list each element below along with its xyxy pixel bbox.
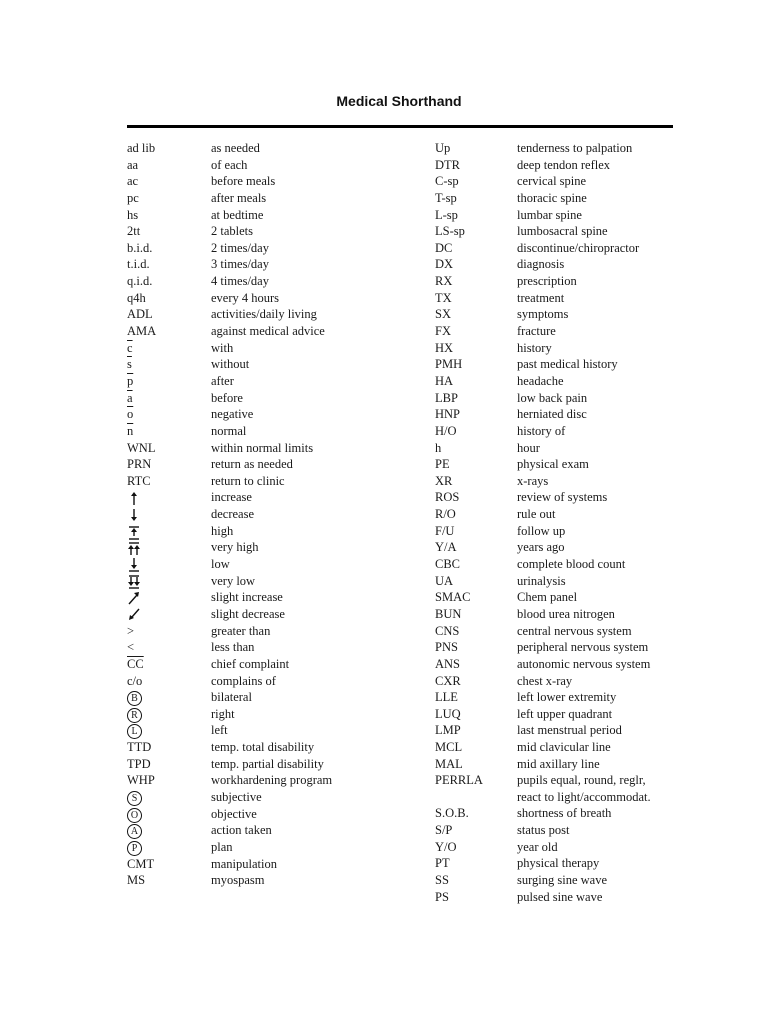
meaning-text: mid clavicular line — [517, 740, 611, 755]
meaning — [211, 223, 253, 240]
meaning — [517, 323, 556, 340]
abbreviation: C-sp — [435, 174, 459, 189]
meaning — [517, 756, 600, 773]
meaning — [517, 173, 586, 190]
abbreviation: $\overline{c}$ — [127, 340, 133, 355]
circled-abbreviation — [127, 789, 142, 806]
abbreviation: Up — [435, 141, 451, 155]
meaning-text: deep tendon reflex — [517, 157, 611, 172]
meaning-text: pupils equal, round, reglr, — [517, 773, 646, 788]
meaning-text: herniated disc — [517, 407, 587, 422]
abbreviation: Y/O — [435, 839, 457, 854]
abbreviation: PMH — [435, 357, 463, 372]
diagonal-down-arrow-icon — [127, 606, 141, 623]
meaning — [517, 722, 622, 739]
meaning-text: 2 tablets — [211, 224, 254, 239]
meaning — [211, 706, 235, 723]
circled-abbreviation — [127, 706, 142, 723]
meaning-text: symptoms — [517, 307, 569, 322]
down-arrow-underlined-icon — [127, 556, 141, 573]
meaning — [517, 589, 577, 606]
meaning — [517, 539, 565, 556]
meaning — [211, 190, 266, 207]
meaning — [517, 872, 607, 889]
meaning — [517, 140, 632, 157]
meaning-text: of each — [211, 157, 248, 172]
meaning — [517, 473, 548, 490]
double-down-arrow-icon — [127, 573, 141, 590]
meaning — [517, 822, 569, 839]
meaning — [517, 489, 607, 506]
meaning-text: pulsed sine wave — [517, 889, 603, 904]
abbreviation: TTD — [127, 740, 152, 755]
abbreviation: S.O.B. — [435, 806, 469, 821]
abbreviation: F/U — [435, 523, 455, 538]
meaning-text: bilateral — [211, 690, 252, 705]
double-up-arrow-icon — [127, 539, 141, 556]
meaning-text: manipulation — [211, 856, 277, 871]
meaning-text: decrease — [211, 507, 255, 522]
circle-letter: O — [127, 808, 142, 823]
meaning-text: history of — [517, 423, 566, 438]
meaning-text: with — [211, 340, 234, 355]
meaning — [211, 290, 279, 307]
diagonal-up-arrow-icon — [127, 589, 141, 606]
meaning-text: as needed — [211, 141, 260, 155]
meaning — [211, 523, 233, 540]
meaning — [211, 489, 252, 506]
meaning-text: less than — [211, 640, 255, 655]
abbreviation: PNS — [435, 640, 458, 655]
meaning — [211, 573, 255, 590]
meaning — [211, 756, 324, 773]
abbreviation: LBP — [435, 390, 458, 405]
abbreviation: < — [127, 640, 135, 655]
abbreviation: HA — [435, 373, 454, 388]
meaning — [211, 423, 246, 440]
meaning-text: discontinue/chiropractor — [517, 240, 640, 255]
abbreviation: $\overline{a}$ — [127, 390, 133, 405]
meaning — [211, 872, 264, 889]
meaning — [211, 406, 253, 423]
meaning — [211, 207, 263, 224]
meaning-text: physical therapy — [517, 856, 600, 871]
meaning — [517, 240, 639, 257]
meaning — [211, 856, 277, 873]
meaning-text: return as needed — [211, 457, 293, 472]
down-arrow-icon — [127, 506, 141, 523]
meaning — [211, 656, 289, 673]
meaning — [211, 539, 259, 556]
abbreviation: hs — [127, 207, 139, 222]
meaning — [211, 440, 313, 457]
circled-abbreviation — [127, 689, 142, 706]
meaning — [211, 739, 314, 756]
meaning — [517, 606, 615, 623]
meaning — [211, 323, 325, 340]
abbreviation: $\overline{o}$ — [127, 407, 134, 422]
meaning — [517, 639, 648, 656]
abbreviation: LS-sp — [435, 224, 465, 239]
abbreviation: ac — [127, 174, 139, 189]
abbreviation: pc — [127, 190, 139, 205]
abbreviation: MAL — [435, 756, 463, 771]
abbreviation: T-sp — [435, 190, 457, 205]
meaning-text: 2 times/day — [211, 240, 269, 255]
abbreviation: ANS — [435, 656, 461, 671]
abbreviation: ROS — [435, 490, 460, 505]
meaning — [517, 805, 611, 822]
abbreviation: c/o — [127, 673, 143, 688]
meaning-text: at bedtime — [211, 207, 264, 222]
abbreviation: LLE — [435, 690, 458, 705]
meaning-text: thoracic spine — [517, 190, 587, 205]
abbreviation: R/O — [435, 507, 456, 522]
meaning-text: blood urea nitrogen — [517, 606, 615, 621]
abbreviation: PT — [435, 856, 450, 871]
circled-abbreviation — [127, 839, 142, 856]
abbreviation: MCL — [435, 740, 463, 755]
meaning-text: prescription — [517, 274, 577, 289]
abbreviation: $\overline{p}$ — [127, 373, 134, 388]
abbreviation: DX — [435, 257, 454, 272]
meaning-text: slight decrease — [211, 606, 285, 621]
abbreviation: FX — [435, 324, 451, 339]
meaning — [517, 456, 589, 473]
meaning-text: complains of — [211, 673, 276, 688]
meaning-text: workhardening program — [211, 773, 333, 788]
circle-letter: R — [127, 708, 142, 723]
abbreviation: DTR — [435, 157, 460, 172]
meaning-text: complete blood count — [517, 557, 626, 572]
meaning-text: without — [211, 357, 250, 372]
abbreviation: XR — [435, 473, 453, 488]
circled-abbreviation — [127, 822, 142, 839]
meaning — [211, 556, 230, 573]
meaning-text: diagnosis — [517, 257, 565, 272]
meaning-text: negative — [211, 407, 254, 422]
meaning — [211, 373, 234, 390]
meaning-text: after — [211, 373, 234, 388]
meaning — [517, 340, 552, 357]
abbreviation: TX — [435, 290, 452, 305]
abbreviation: $\overline{n}$ — [127, 423, 134, 438]
meaning — [211, 606, 285, 623]
meaning-text: low — [211, 557, 230, 572]
abbreviation: TPD — [127, 756, 151, 771]
meaning-text: autonomic nervous system — [517, 656, 651, 671]
meaning-text: within normal limits — [211, 440, 314, 455]
circle-letter: S — [127, 791, 142, 806]
abbreviation: SS — [435, 872, 449, 887]
meaning-text: very low — [211, 573, 256, 588]
page-title: Medical Shorthand — [336, 93, 462, 109]
abbreviation: LMP — [435, 723, 461, 738]
abbreviation: MS — [127, 873, 146, 888]
abbreviation: CBC — [435, 557, 461, 572]
meaning — [211, 173, 275, 190]
meaning — [517, 390, 587, 407]
meaning-text: review of systems — [517, 490, 608, 505]
abbreviation: L-sp — [435, 207, 458, 222]
abbreviation: S/P — [435, 822, 453, 837]
meaning-text: fracture — [517, 324, 556, 339]
meaning — [517, 656, 650, 673]
circled-abbreviation — [127, 806, 142, 823]
abbreviation: ad lib — [127, 141, 156, 155]
meaning-text: activities/daily living — [211, 307, 317, 322]
abbreviation: q.i.d. — [127, 274, 153, 289]
meaning — [211, 157, 247, 174]
abbreviation: WHP — [127, 773, 155, 788]
meaning-text: plan — [211, 839, 233, 854]
abbreviation: PE — [435, 457, 450, 472]
meaning-text: lumbosacral spine — [517, 224, 608, 239]
meaning — [211, 772, 332, 789]
abbreviation: $\overline{s}$ — [127, 357, 132, 372]
meaning-text: before meals — [211, 174, 276, 189]
meaning-text: increase — [211, 490, 252, 505]
abbreviation: ADL — [127, 307, 153, 322]
abbreviation: PS — [435, 889, 449, 904]
abbreviation: LUQ — [435, 706, 461, 721]
meaning-text: after meals — [211, 190, 267, 205]
meaning — [517, 855, 599, 872]
meaning-text: lumbar spine — [517, 207, 582, 222]
circled-abbreviation — [127, 722, 142, 739]
abbreviation: > — [127, 623, 135, 638]
meaning-text: myospasm — [211, 873, 265, 888]
abbreviation: WNL — [127, 440, 156, 455]
meaning-text: year old — [517, 839, 558, 854]
meaning — [211, 340, 233, 357]
meaning — [517, 356, 618, 373]
meaning — [211, 822, 272, 839]
meaning-text: very high — [211, 540, 259, 555]
abbreviation: HNP — [435, 407, 461, 422]
meaning-text: history — [517, 340, 552, 355]
meaning-text: x-rays — [517, 473, 549, 488]
meaning — [211, 689, 252, 706]
meaning-text: slight increase — [211, 590, 283, 605]
meaning-text: treatment — [517, 290, 565, 305]
up-arrow-underlined-icon — [127, 523, 141, 540]
meaning — [211, 390, 243, 407]
meaning — [211, 456, 293, 473]
circle-letter: P — [127, 841, 142, 856]
abbreviation: BUN — [435, 606, 462, 621]
meaning — [211, 839, 233, 856]
abbreviation: PRN — [127, 457, 152, 472]
meaning-text: 3 times/day — [211, 257, 269, 272]
meaning-text: objective — [211, 806, 257, 821]
abbreviation: $\overline{CC}$ — [127, 656, 144, 671]
meaning — [517, 440, 540, 457]
meaning — [211, 273, 269, 290]
meaning-text: high — [211, 523, 234, 538]
meaning — [517, 406, 587, 423]
meaning — [517, 506, 556, 523]
meaning-text: Chem panel — [517, 590, 578, 605]
meaning-text: past medical history — [517, 357, 618, 372]
meaning — [211, 722, 228, 739]
meaning — [211, 256, 269, 273]
abbreviation: RTC — [127, 473, 151, 488]
meaning — [517, 839, 558, 856]
abbreviation: CXR — [435, 673, 461, 688]
meaning — [517, 573, 566, 590]
abbreviation: H/O — [435, 423, 457, 438]
abbreviation: UA — [435, 573, 454, 588]
meaning — [517, 889, 602, 906]
meaning-text: central nervous system — [517, 623, 632, 638]
meaning-text: cervical spine — [517, 174, 587, 189]
meaning-text: temp. partial disability — [211, 756, 324, 771]
meaning — [211, 806, 257, 823]
meaning-text-continued: react to light/accommodat. — [517, 789, 651, 804]
meaning — [517, 772, 651, 805]
meaning-text: tenderness to palpation — [517, 141, 633, 155]
meaning — [517, 556, 625, 573]
meaning — [211, 473, 285, 490]
meaning — [517, 256, 564, 273]
meaning — [211, 356, 249, 373]
meaning-text: right — [211, 706, 235, 721]
meaning — [211, 240, 269, 257]
meaning-text: follow up — [517, 523, 566, 538]
meaning-text: 4 times/day — [211, 274, 269, 289]
meaning — [211, 140, 260, 157]
meaning-text: shortness of breath — [517, 806, 612, 821]
meaning-text: last menstrual period — [517, 723, 622, 738]
meaning — [517, 273, 577, 290]
abbreviation: h — [435, 440, 442, 455]
meaning — [517, 523, 565, 540]
meaning-text: mid axillary line — [517, 756, 600, 771]
meaning — [517, 373, 564, 390]
meaning-text: action taken — [211, 823, 272, 838]
up-arrow-icon — [127, 489, 141, 506]
meaning — [211, 623, 270, 640]
meaning-text: rule out — [517, 507, 556, 522]
abbreviation: CNS — [435, 623, 460, 638]
abbreviation: AMA — [127, 324, 157, 339]
meaning-text: status post — [517, 822, 570, 837]
meaning-text: chief complaint — [211, 656, 290, 671]
meaning — [517, 190, 587, 207]
meaning — [517, 207, 582, 224]
meaning — [517, 290, 564, 307]
circle-letter: A — [127, 824, 142, 839]
abbreviation: SMAC — [435, 590, 471, 605]
circle-letter: L — [127, 724, 142, 739]
meaning-text: chest x-ray — [517, 673, 573, 688]
abbreviation: CMT — [127, 856, 155, 871]
meaning — [517, 306, 568, 323]
abbreviation: DC — [435, 240, 453, 255]
abbreviation: q4h — [127, 290, 146, 305]
meaning-text: before — [211, 390, 243, 405]
meaning-text: hour — [517, 440, 540, 455]
title-divider — [127, 125, 673, 128]
meaning-text: greater than — [211, 623, 271, 638]
abbreviation: SX — [435, 307, 451, 322]
meaning — [211, 589, 283, 606]
meaning — [517, 157, 610, 174]
abbreviation: PERRLA — [435, 773, 483, 788]
meaning — [517, 423, 565, 440]
meaning-text: return to clinic — [211, 473, 285, 488]
circle-letter: B — [127, 691, 142, 706]
meaning-text: urinalysis — [517, 573, 566, 588]
meaning-text: temp. total disability — [211, 740, 315, 755]
meaning-text: left upper quadrant — [517, 706, 613, 721]
meaning-text: every 4 hours — [211, 290, 280, 305]
meaning-text: left lower extremity — [517, 690, 617, 705]
meaning-text: left — [211, 723, 228, 738]
meaning-text: low back pain — [517, 390, 588, 405]
meaning — [517, 623, 632, 640]
abbreviation: HX — [435, 340, 454, 355]
abbreviation: RX — [435, 274, 453, 289]
meaning — [517, 706, 612, 723]
meaning-text: surging sine wave — [517, 872, 608, 887]
meaning-text: peripheral nervous system — [517, 640, 649, 655]
abbreviation: b.i.d. — [127, 240, 153, 255]
meaning-text: years ago — [517, 540, 565, 555]
meaning — [517, 739, 611, 756]
meaning — [211, 506, 254, 523]
meaning — [211, 306, 317, 323]
abbreviation: Y/A — [435, 540, 457, 555]
abbreviation: aa — [127, 157, 139, 172]
meaning-text: headache — [517, 373, 564, 388]
meaning-text: subjective — [211, 789, 262, 804]
meaning-text: physical exam — [517, 457, 589, 472]
meaning-text: normal — [211, 423, 247, 438]
meaning — [211, 639, 254, 656]
meaning-text: against medical advice — [211, 324, 325, 339]
meaning — [211, 789, 262, 806]
meaning — [517, 689, 616, 706]
meaning — [517, 673, 572, 690]
abbreviation: t.i.d. — [127, 257, 150, 272]
meaning — [211, 673, 276, 690]
meaning — [517, 223, 608, 240]
abbreviation: 2tt — [127, 224, 141, 239]
